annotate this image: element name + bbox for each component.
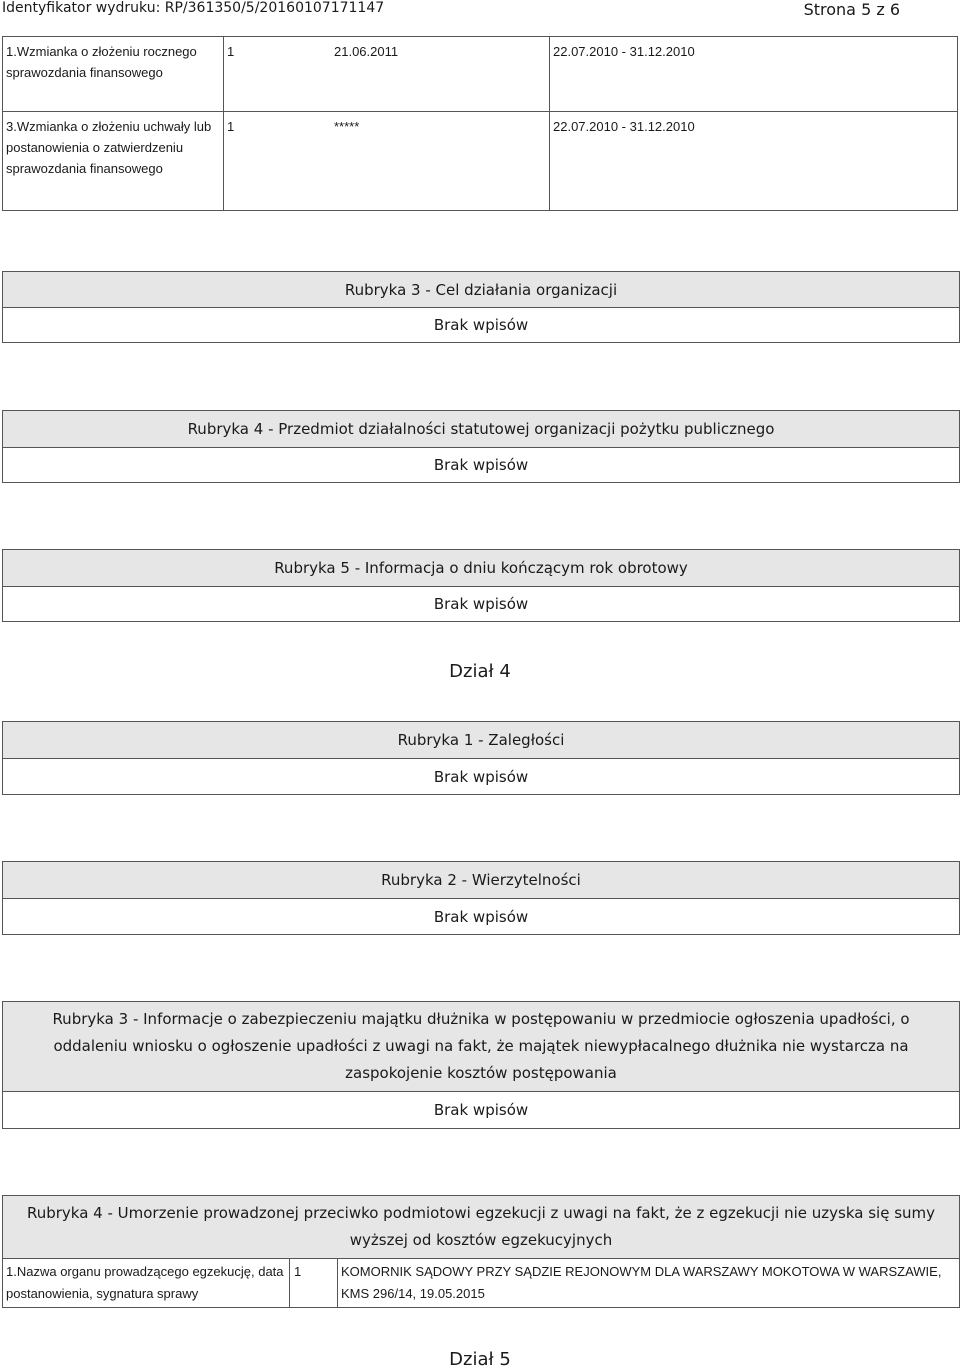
- section-title: Rubryka 1 - Zaległości: [3, 722, 959, 759]
- entry-period: 22.07.2010 - 31.12.2010: [550, 37, 958, 112]
- table-row: [3, 112, 958, 211]
- dzial-4-heading: Dział 4: [449, 661, 511, 682]
- section-title: Rubryka 3 - Cel działania organizacji: [3, 272, 959, 308]
- table-row: [3, 37, 958, 112]
- section-title: Rubryka 5 - Informacja o dniu kończącym rok obrotowy: [3, 550, 959, 587]
- section-title: Rubryka 4 - Przedmiot działalności statutowej organizacji pożytku publicznego: [3, 411, 959, 448]
- section-title: Rubryka 4 - Umorzenie prowadzonej przeciwko podmiotowi egzekucji z uwagi na fakt, że z egzekucji nie uzyska się sumy wyższej od kosztów egzekucyjnych: [3, 1196, 959, 1259]
- table-row: [3, 1259, 959, 1307]
- section-rubryka-4-umorzenie: [2, 1195, 960, 1308]
- section-rubryka-3-zabezpieczenie: [2, 1001, 960, 1129]
- entry-number: 1: [224, 37, 332, 112]
- section-body: Brak wpisów: [433, 595, 529, 613]
- print-identifier: Identyfikator wydruku: RP/361350/5/20160107171147: [2, 0, 385, 16]
- entry-name: 1.Wzmianka o złożeniu rocznego sprawozdania finansowego: [3, 37, 224, 112]
- entry-period: 22.07.2010 - 31.12.2010: [550, 112, 958, 211]
- row-value: KOMORNIK SĄDOWY PRZY SĄDZIE REJONOWYM DLA WARSZAWY MOKOTOWA W WARSZAWIE, KMS 296/14, 19.05.2015: [341, 1264, 942, 1301]
- section-rubryka-4-przedmiot: [2, 410, 960, 483]
- dzial-5-heading: Dział 5: [449, 1349, 511, 1370]
- section-rubryka-5-informacja: [2, 549, 960, 622]
- section-title: Rubryka 3 - Informacje o zabezpieczeniu majątku dłużnika w postępowaniu w przedmiocie ogłoszenia upadłości, o oddaleniu wniosku o ogłoszenie upadłości z uwagi na fakt, że majątek niewypłacalnego dłużnika nie wystarcza na zaspokojenie kosztów postępowania: [3, 1002, 959, 1092]
- entries-table: [2, 36, 958, 211]
- umorzenie-table: [3, 1259, 959, 1307]
- section-rubryka-1-zaleglosci: [2, 721, 960, 795]
- section-body: Brak wpisów: [433, 456, 529, 474]
- section-body: Brak wpisów: [433, 907, 529, 926]
- entry-date: *****: [331, 112, 550, 211]
- entry-name: 3.Wzmianka o złożeniu uchwały lub postanowienia o zatwierdzeniu sprawozdania finansowego: [3, 112, 224, 211]
- page-number: Strona 5 z 6: [803, 0, 900, 19]
- row-number: 1: [290, 1259, 338, 1307]
- entry-date: 21.06.2011: [331, 37, 550, 112]
- section-rubryka-3-cel: [2, 271, 960, 343]
- section-title: Rubryka 2 - Wierzytelności: [3, 862, 959, 899]
- section-body: Brak wpisów: [433, 316, 529, 334]
- entry-number: 1: [224, 112, 332, 211]
- section-rubryka-2-wierzytelnosci: [2, 861, 960, 935]
- section-body: Brak wpisów: [433, 1101, 529, 1119]
- row-label: 1.Nazwa organu prowadzącego egzekucję, data postanowienia, sygnatura sprawy: [3, 1259, 290, 1307]
- section-body: Brak wpisów: [433, 767, 529, 786]
